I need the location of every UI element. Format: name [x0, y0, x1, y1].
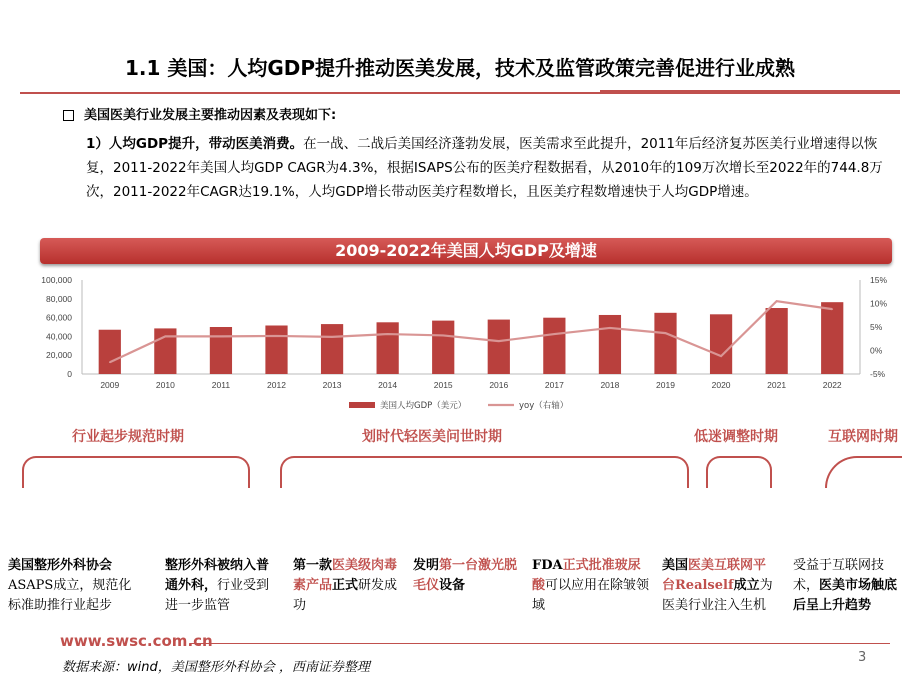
- event-text: 发明: [413, 558, 440, 573]
- yoy-point-2021: [776, 300, 778, 302]
- period-bracket: [280, 456, 689, 488]
- event-text: 整形外科被纳入普通外科，: [165, 558, 270, 593]
- yoy-point-2018: [609, 327, 611, 329]
- timeline-event: [8, 556, 136, 616]
- bar-2017: [543, 318, 565, 374]
- left-tick-label: 60,000: [46, 312, 72, 323]
- period-bracket: [706, 456, 772, 488]
- yoy-point-2019: [665, 332, 667, 334]
- x-tick-label: 2019: [656, 380, 675, 390]
- x-tick-label: 2021: [767, 380, 787, 390]
- period-label: 行业起步规范时期: [72, 429, 184, 445]
- event-text: 正式: [332, 578, 359, 593]
- right-tick-label: 0%: [870, 345, 883, 356]
- bar-2011: [210, 327, 232, 374]
- period-bracket: [22, 456, 250, 488]
- bullet-heading: [63, 104, 336, 123]
- event-text: 第一款: [293, 558, 333, 573]
- event-text: 医美市场触底后呈上升趋势: [793, 578, 898, 613]
- event-text: 研发成功: [293, 578, 398, 613]
- page-title: 1.1 美国：人均GDP提升推动医美发展，技术及监管政策完善促进行业成熟: [124, 56, 796, 80]
- legend-bar-label: 美国人均GDP（美元）: [380, 401, 467, 411]
- yoy-point-2022: [831, 308, 833, 310]
- timeline-event: [165, 556, 275, 616]
- bar-2021: [766, 308, 788, 374]
- period-label: 互联网时期: [828, 429, 898, 445]
- yoy-point-2016: [498, 340, 500, 342]
- event-text: 美国整形外科协会: [8, 558, 113, 573]
- event-text: ASAPS成立，规范化标准助推行业起步: [8, 578, 132, 613]
- event-text: 医美级肉毒素产品: [293, 558, 398, 593]
- bullet-heading-text: 美国医美行业发展主要推动因素及表现如下:: [84, 108, 337, 123]
- page-number: 3: [858, 650, 867, 665]
- timeline-event: [293, 556, 401, 616]
- x-tick-label: 2014: [378, 380, 398, 390]
- event-text: 为医美行业注入生机: [662, 578, 773, 613]
- x-tick-label: 2015: [433, 380, 453, 390]
- bar-2015: [432, 321, 454, 374]
- left-tick-label: 100,000: [41, 275, 72, 285]
- left-tick-label: 80,000: [46, 293, 72, 304]
- left-tick-label: 0: [67, 369, 72, 379]
- event-text: 行业受到进一步监管: [165, 578, 270, 613]
- event-text: FDA: [532, 558, 563, 573]
- yoy-point-2020: [720, 355, 722, 357]
- bar-2012: [265, 325, 287, 374]
- yoy-point-2014: [387, 333, 389, 335]
- chart-title: 2009-2022年美国人均GDP及增速: [335, 241, 597, 260]
- period-label: 划时代轻医美问世时期: [362, 429, 502, 445]
- legend-bar-swatch: [349, 402, 375, 408]
- event-text: 正式批准玻尿酸: [532, 558, 641, 593]
- event-text: 美国: [662, 558, 689, 573]
- x-tick-label: 2011: [211, 380, 231, 390]
- paragraph-body: 在一战、二战后美国经济蓬勃发展，医美需求至此提升，2011年后经济复苏医美行业增速得以恢复，2011-2022年美国人均GDP CAGR为4.3%，根据ISAPS公布的医美疗程数据看，从2010年的109万次增长至2022年的744.8万次，2011-2022年CAGR达19.1%，人均GDP增长带动医美疗程数增长，且医美疗程数增速快于人均GDP增速。: [86, 136, 883, 200]
- bar-2014: [377, 322, 399, 374]
- right-tick-label: 10%: [870, 298, 888, 309]
- legend-line-label: yoy（右轴）: [519, 401, 569, 411]
- paragraph-lead: 1）人均GDP提升，带动医美消费。: [86, 136, 304, 152]
- x-tick-label: 2020: [711, 380, 731, 390]
- intro-paragraph: [86, 132, 896, 204]
- footer-divider: [190, 643, 890, 644]
- bar-2009: [99, 330, 121, 374]
- event-text: 可以应用在除皱领域: [532, 578, 650, 613]
- x-tick-label: 2013: [322, 380, 342, 390]
- x-tick-label: 2018: [600, 380, 620, 390]
- timeline-event: [662, 556, 778, 616]
- yoy-point-2009: [109, 361, 111, 363]
- bar-2018: [599, 315, 621, 374]
- data-source: 数据来源：wind，美国整形外科协会 ，西南证券整理: [62, 660, 370, 675]
- bar-2013: [321, 324, 343, 374]
- footer-url[interactable]: www.swsc.com.cn: [60, 632, 213, 650]
- yoy-point-2010: [165, 336, 167, 338]
- timeline-event: [532, 556, 650, 616]
- left-tick-label: 20,000: [46, 350, 72, 361]
- timeline-event: [793, 556, 905, 616]
- yoy-point-2013: [331, 336, 333, 338]
- left-tick-label: 40,000: [46, 331, 72, 342]
- checkbox-bullet-icon: [63, 110, 74, 121]
- event-text: 医美互联网平台Realself: [662, 558, 767, 593]
- right-tick-label: 15%: [870, 275, 888, 285]
- yoy-point-2012: [276, 335, 278, 337]
- bar-2016: [488, 320, 510, 374]
- gdp-chart: [0, 270, 920, 420]
- yoy-point-2017: [554, 333, 556, 335]
- event-text: 受益于互联网技术，: [793, 558, 885, 593]
- bar-2019: [654, 313, 676, 374]
- event-text: 第一台激光脱毛仪: [413, 558, 518, 593]
- timeline-event: [413, 556, 521, 596]
- event-text: 成立: [733, 578, 760, 593]
- chart-title-banner: [40, 238, 892, 264]
- yoy-point-2015: [442, 335, 444, 337]
- x-tick-label: 2017: [544, 380, 564, 390]
- bar-2020: [710, 314, 732, 374]
- bar-2022: [821, 302, 843, 374]
- x-tick-label: 2010: [155, 380, 175, 390]
- x-tick-label: 2016: [489, 380, 509, 390]
- right-tick-label: -5%: [870, 369, 886, 379]
- period-label: 低迷调整时期: [694, 429, 778, 445]
- title-accent-bar: [600, 90, 900, 94]
- period-bracket: [825, 456, 902, 488]
- right-tick-label: 5%: [870, 322, 883, 332]
- x-tick-label: 2022: [822, 380, 842, 390]
- x-tick-label: 2009: [100, 380, 120, 390]
- bar-2010: [154, 328, 176, 374]
- yoy-point-2011: [220, 336, 222, 338]
- event-text: 设备: [439, 578, 466, 593]
- x-tick-label: 2012: [267, 380, 286, 390]
